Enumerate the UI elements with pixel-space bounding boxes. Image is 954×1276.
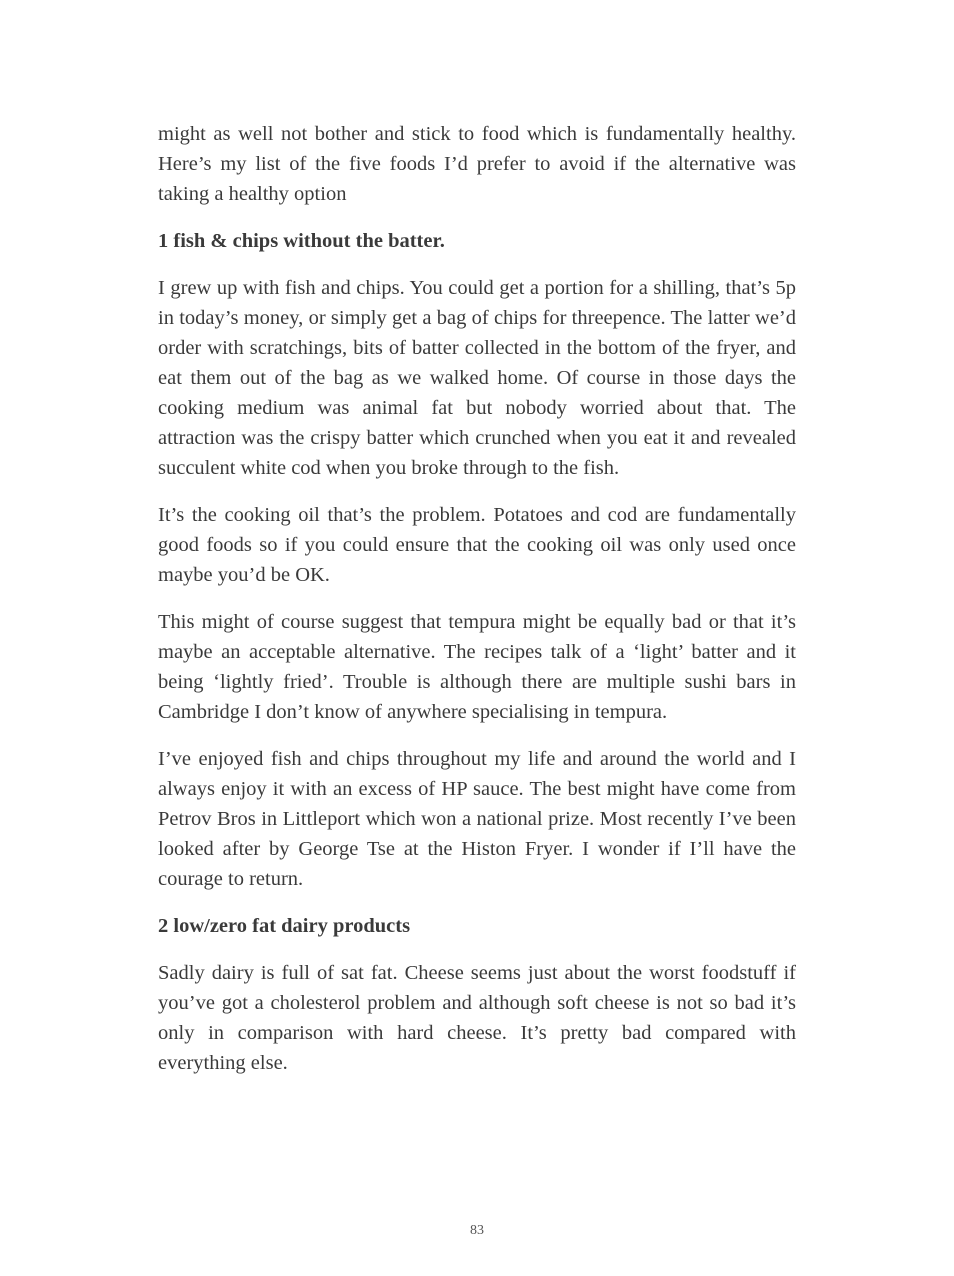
page-body (158, 119, 796, 1095)
paragraph-hp-sauce: I’ve enjoyed fish and chips throughout my life and around the world and I always enjoy it with an excess of HP sauce. The best might have come from Petrov Bros in Littleport which won a national prize. Most recently I’ve been looked after by George Tse at the Histon Fryer. I wonder if I’ll have the courage to return. (158, 748, 796, 890)
page-number: 83 (470, 1223, 484, 1238)
paragraph-tempura: This might of course suggest that tempura might be equally bad or that it’s maybe an acceptable alternative. The recipes talk of a ‘light’ batter and it being ‘lightly fried’. Trouble is although there are multiple sushi bars in Cambridge I don’t know of anywhere specialising in tempura. (158, 611, 796, 723)
section-heading-dairy: 2 low/zero fat dairy products (158, 915, 411, 937)
section-heading-fish-and-chips: 1 fish & chips without the batter. (158, 230, 445, 252)
paragraph-cooking-oil: It’s the cooking oil that’s the problem. Potatoes and cod are fundamentally good foods so if you could ensure that the cooking oil was only used once maybe you’d be OK. (158, 504, 796, 586)
paragraph-intro: might as well not bother and stick to food which is fundamentally healthy. Here’s my list of the five foods I’d prefer to avoid if the alternative was taking a healthy option (158, 123, 796, 205)
paragraph-fish-and-chips-memories: I grew up with fish and chips. You could get a portion for a shilling, that’s 5p in today’s money, or simply get a bag of chips for threepence. The latter we’d order with scratchings, bits of batter collected in the bottom of the fryer, and eat them out of the bag as we walked home. Of course in those days the cooking medium was animal fat but nobody worried about that. The attraction was the crispy batter which crunched when you eat it and revealed succulent white cod when you broke through to the fish. (158, 277, 796, 479)
paragraph-dairy: Sadly dairy is full of sat fat. Cheese seems just about the worst foodstuff if you’ve got a cholesterol problem and although soft cheese is not so bad it’s only in comparison with hard cheese. It’s pretty bad compared with everything else. (158, 962, 796, 1074)
